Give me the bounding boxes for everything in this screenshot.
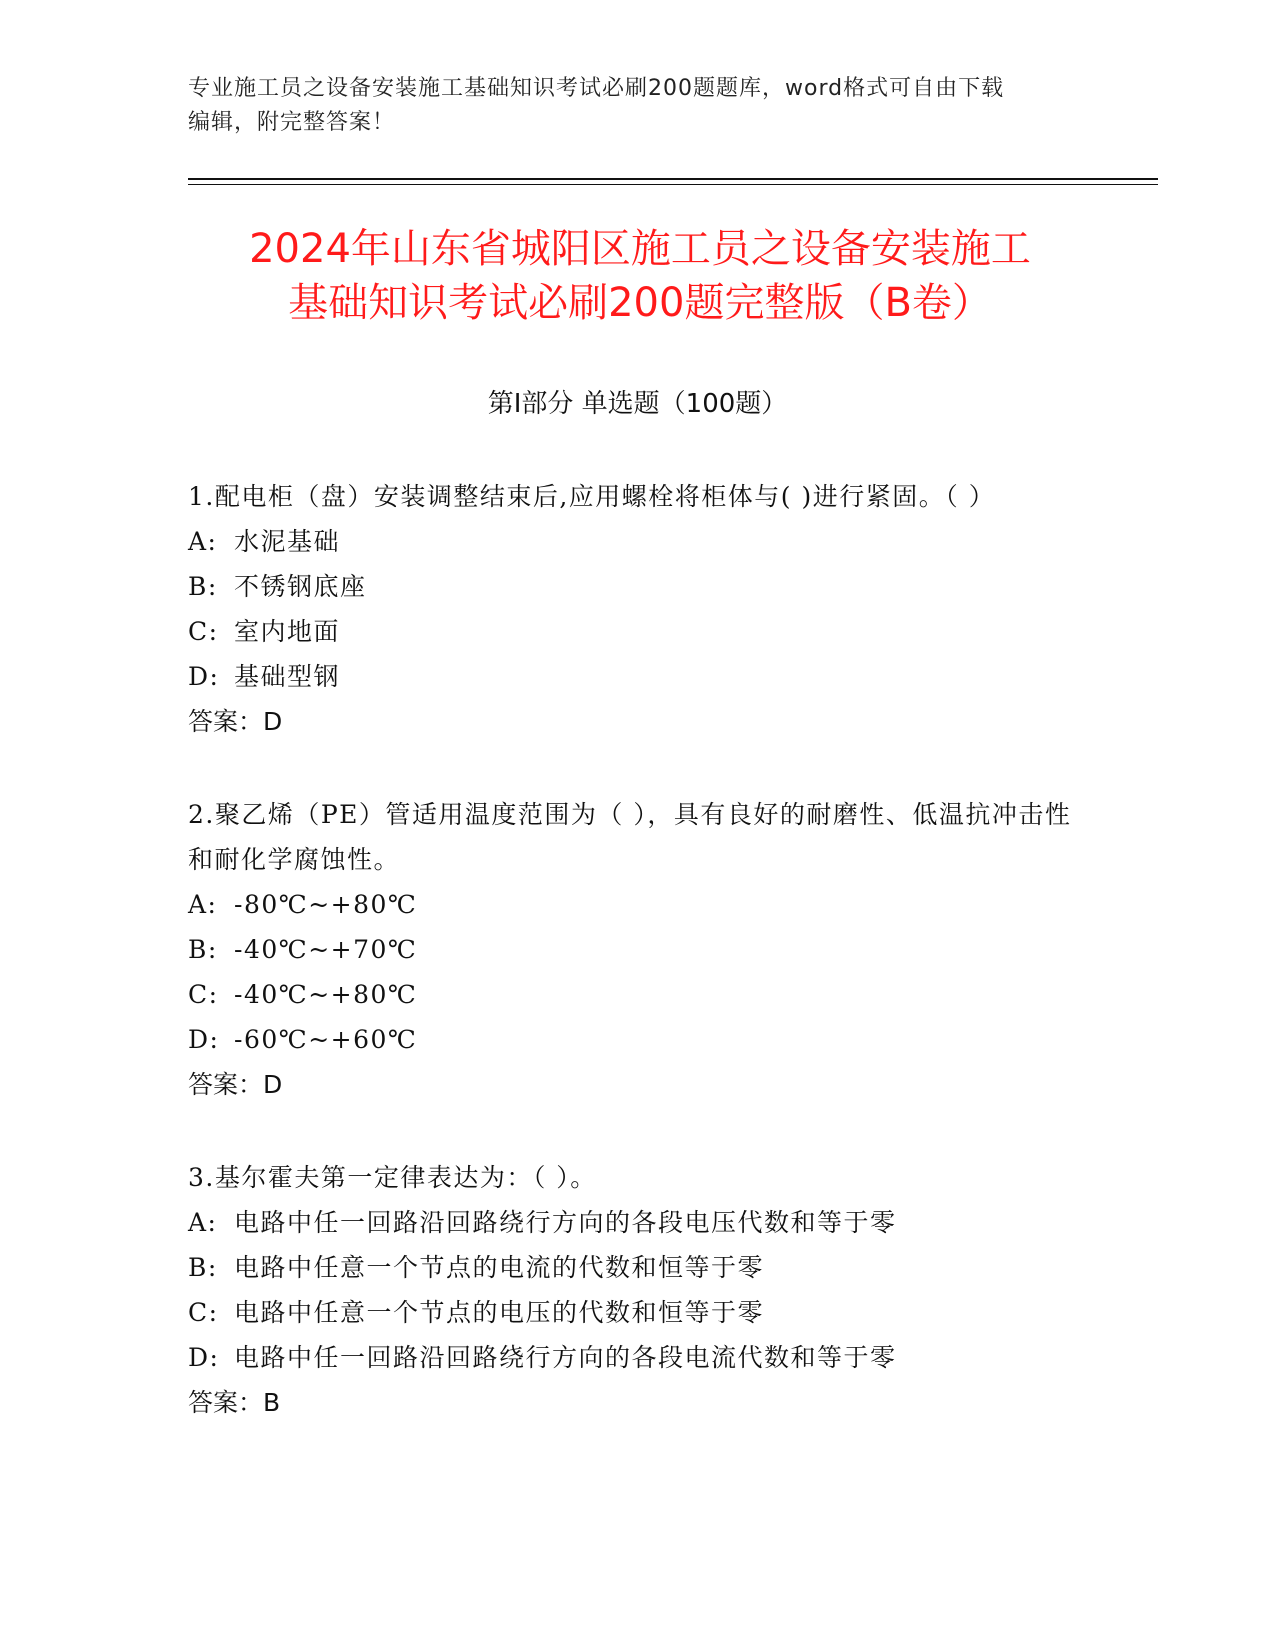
header-note: [188, 72, 1068, 140]
header-divider-thick: [188, 178, 1158, 180]
question-stem: 1.配电柜（盘）安装调整结束后,应用螺栓将柜体与( )进行紧固。（ ）: [188, 482, 996, 511]
option-letter: B:: [188, 935, 218, 964]
option-d: [188, 1017, 1088, 1062]
option-text: 室内地面: [234, 617, 341, 646]
option-letter: D:: [188, 1025, 220, 1054]
option-letter: D:: [188, 662, 220, 691]
option-text: 电路中任意一个节点的电流的代数和恒等于零: [234, 1253, 765, 1282]
option-letter: C:: [188, 1298, 219, 1327]
option-text: 电路中任一回路沿回路绕行方向的各段电流代数和等于零: [234, 1343, 897, 1372]
header-note-line-1: 专业施工员之设备安装施工基础知识考试必刷200题题库，word格式可自由下载: [188, 76, 1005, 101]
option-text: -40℃~+80℃: [234, 980, 418, 1009]
option-text: -60℃~+60℃: [234, 1025, 418, 1054]
option-text: -80℃~+80℃: [234, 890, 418, 919]
option-text: -40℃~+70℃: [234, 935, 418, 964]
option-d: [188, 1335, 1088, 1380]
header-note-line-2: 编辑，附完整答案！: [188, 110, 396, 135]
option-a: [188, 882, 1088, 927]
question-stem: 2.聚乙烯（PE）管适用温度范围为（ ），具有良好的耐磨性、低温抗冲击性和耐化学腐蚀性。: [188, 800, 1072, 874]
option-letter: B:: [188, 572, 218, 601]
section-heading: 第Ⅰ部分 单选题（100题）: [487, 389, 788, 419]
option-text: 不锈钢底座: [234, 572, 367, 601]
option-letter: A:: [188, 1208, 218, 1237]
option-letter: A:: [188, 527, 218, 556]
option-letter: A:: [188, 890, 218, 919]
answer-line: 答案：B: [188, 1388, 281, 1417]
document-title-line-2: 基础知识考试必刷200题完整版（B卷）: [288, 280, 992, 326]
option-c: [188, 972, 1088, 1017]
document-title: [150, 222, 1130, 330]
option-a: [188, 1200, 1088, 1245]
option-d: [188, 654, 1088, 699]
option-b: [188, 927, 1088, 972]
option-text: 基础型钢: [234, 662, 341, 691]
option-c: [188, 609, 1088, 654]
option-text: 电路中任一回路沿回路绕行方向的各段电压代数和等于零: [234, 1208, 897, 1237]
question-list: [188, 474, 1088, 1473]
option-text: 水泥基础: [234, 527, 341, 556]
option-text: 电路中任意一个节点的电压的代数和恒等于零: [234, 1298, 765, 1327]
option-letter: B:: [188, 1253, 218, 1282]
answer-line: 答案：D: [188, 707, 283, 736]
header-divider-thin: [188, 184, 1158, 185]
option-letter: C:: [188, 617, 219, 646]
option-b: [188, 564, 1088, 609]
option-a: [188, 519, 1088, 564]
option-b: [188, 1245, 1088, 1290]
option-c: [188, 1290, 1088, 1335]
question-2: [188, 792, 1088, 1107]
document-title-line-1: 2024年山东省城阳区施工员之设备安装施工: [249, 226, 1031, 272]
answer-line: 答案：D: [188, 1070, 283, 1099]
option-letter: C:: [188, 980, 219, 1009]
question-stem: 3.基尔霍夫第一定律表达为：（ ）。: [188, 1163, 597, 1192]
option-letter: D:: [188, 1343, 220, 1372]
question-3: [188, 1155, 1088, 1425]
question-1: [188, 474, 1088, 744]
